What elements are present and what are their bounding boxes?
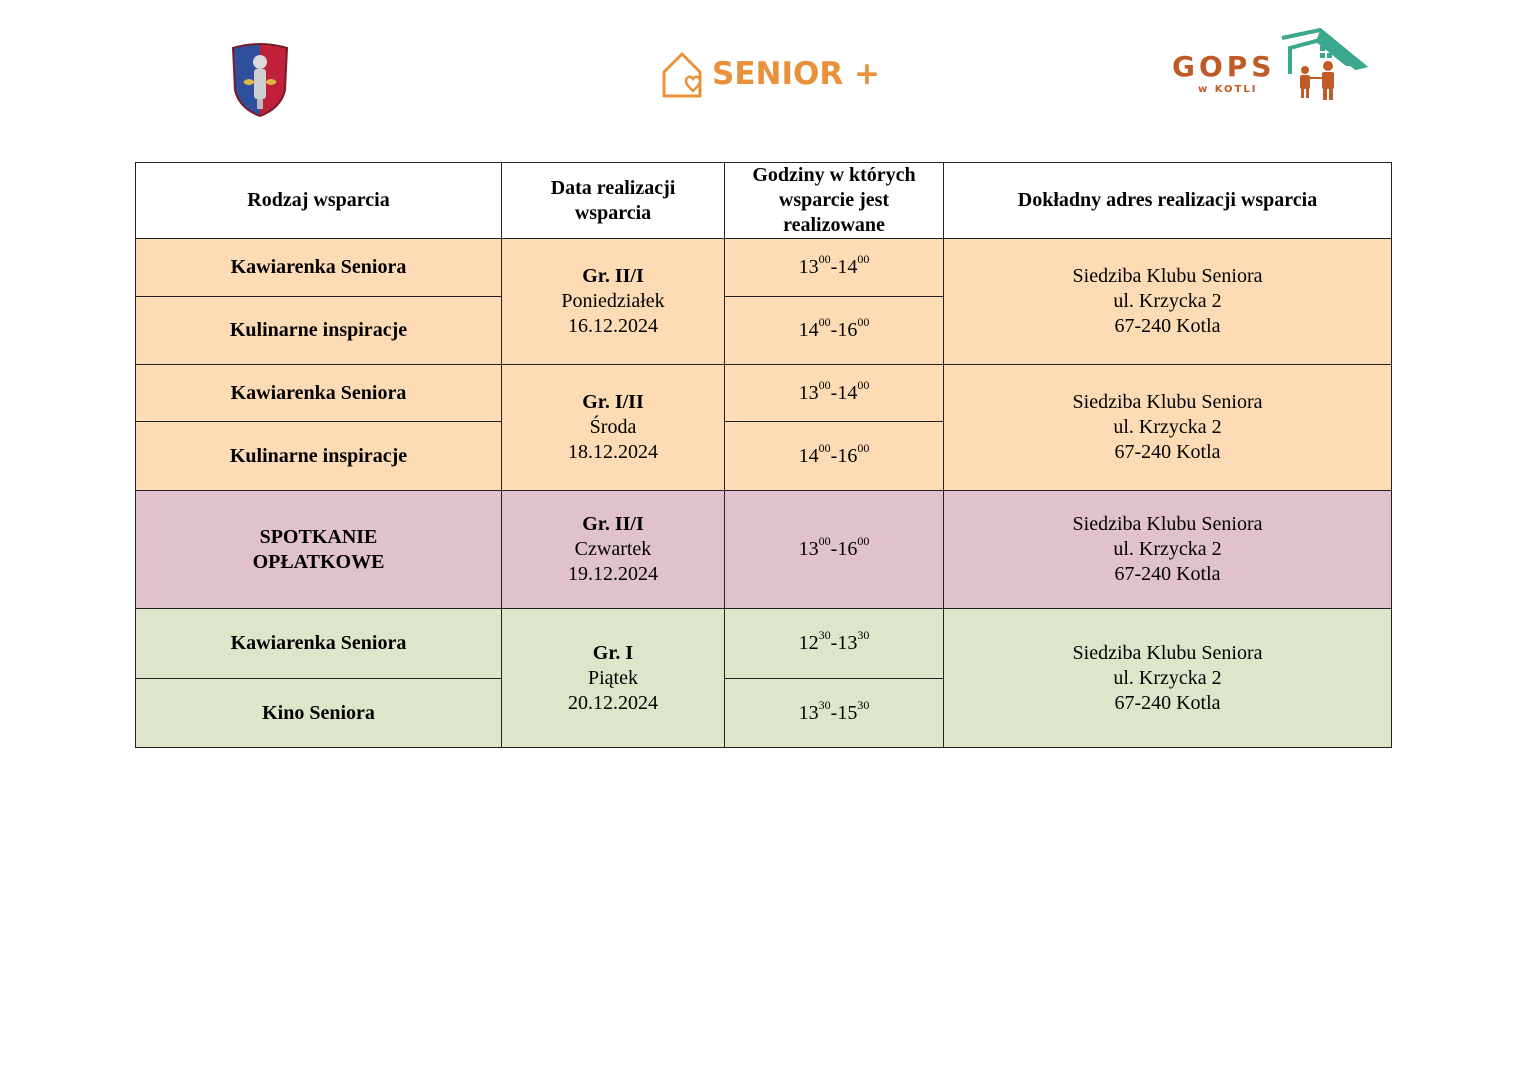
gops-text: GOPS — [1172, 50, 1276, 83]
hours-cell: $12^{30}-13^{30}$ — [725, 609, 944, 679]
group-label: Gr. I/II — [582, 391, 644, 413]
activity-cell: SPOTKANIE OPŁATKOWE — [136, 491, 502, 609]
weekday-label: Czwartek — [574, 538, 652, 560]
date-label: 18.12.2024 — [568, 441, 658, 463]
weekday-label: Poniedziałek — [561, 290, 665, 312]
table-row — [136, 491, 1392, 609]
activity-cell: Kulinarne inspiracje — [136, 422, 502, 491]
hours-cell: $14^{00}-16^{00}$ — [725, 297, 944, 365]
header-type: Rodzaj wsparcia — [136, 163, 502, 239]
hours-cell: $13^{00}-14^{00}$ — [725, 239, 944, 297]
address-cell: Siedziba Klubu Seniora ul. Krzycka 2 67-240 Kotla — [944, 491, 1392, 609]
hours-cell: $13^{00}-14^{00}$ — [725, 365, 944, 422]
table-row — [136, 609, 1392, 679]
activity-cell: Kulinarne inspiracje — [136, 297, 502, 365]
date-label: 19.12.2024 — [568, 563, 658, 585]
group-label: Gr. I — [592, 641, 634, 664]
header-logos — [0, 0, 1527, 130]
table-row — [136, 239, 1392, 297]
address-cell: Siedziba Klubu Seniora ul. Krzycka 2 67-240 Kotla — [944, 365, 1392, 491]
hours-cell: $14^{00}-16^{00}$ — [725, 422, 944, 491]
date-cell — [502, 491, 725, 609]
date-cell — [502, 365, 725, 491]
header-date: Data realizacji wsparcia — [502, 163, 725, 239]
gops-subtitle: w KOTLI — [1198, 84, 1258, 95]
table-row — [136, 365, 1392, 422]
header-address: Dokładny adres realizacji wsparcia — [944, 163, 1392, 239]
group-label: Gr. II/I — [582, 513, 644, 535]
house-heart-icon — [660, 50, 710, 100]
date-label: 20.12.2024 — [568, 691, 658, 714]
coat-of-arms-logo — [227, 42, 293, 118]
senior-plus-text: SENIOR + — [712, 56, 880, 92]
address-cell: Siedziba Klubu Seniora ul. Krzycka 2 67-240 Kotla — [944, 239, 1392, 365]
table-header-row — [136, 163, 1392, 239]
activity-cell: Kawiarenka Seniora — [136, 609, 502, 679]
activity-cell: Kawiarenka Seniora — [136, 239, 502, 297]
activity-cell: Kino Seniora — [136, 679, 502, 748]
schedule-table — [135, 162, 1392, 748]
date-cell — [502, 239, 725, 365]
address-cell: Siedziba Klubu Seniora ul. Krzycka 2 67-240 Kotla — [944, 609, 1392, 748]
weekday-label: Piątek — [588, 666, 638, 689]
hours-cell: $13^{30}-15^{30}$ — [725, 679, 944, 748]
gops-logo — [1170, 28, 1370, 103]
hours-cell: $13^{00}-16^{00}$ — [725, 491, 944, 609]
senior-plus-logo — [660, 50, 880, 102]
header-hours: Godziny w których wsparcie jest realizowane — [725, 163, 944, 239]
date-cell — [502, 609, 725, 748]
weekday-label: Środa — [589, 416, 637, 438]
activity-cell: Kawiarenka Seniora — [136, 365, 502, 422]
date-label: 16.12.2024 — [568, 315, 658, 337]
group-label: Gr. II/I — [582, 265, 644, 287]
